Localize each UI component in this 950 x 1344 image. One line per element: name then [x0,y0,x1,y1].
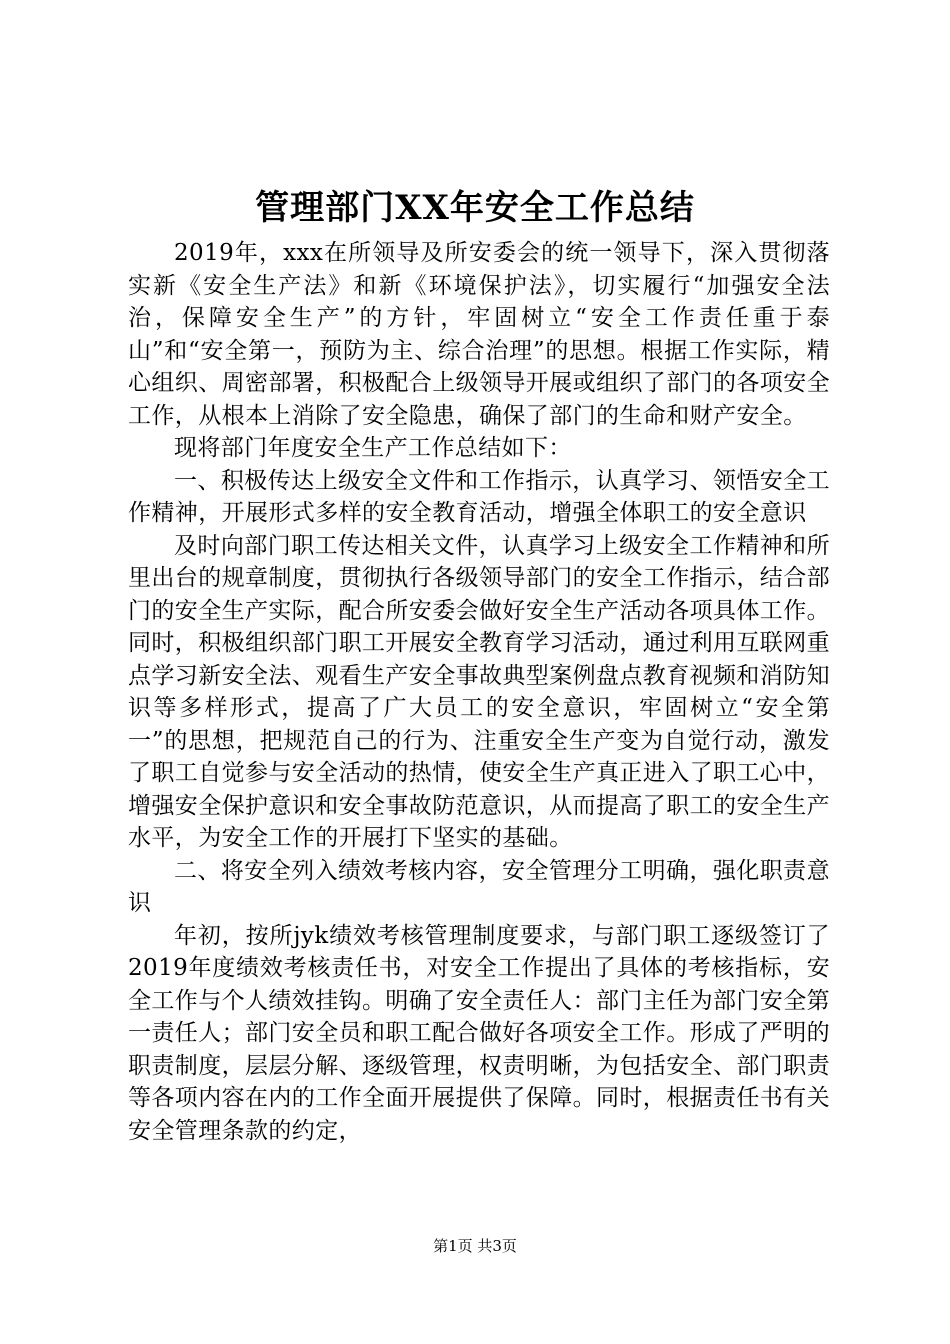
section-heading-2: 二、将安全列入绩效考核内容，安全管理分工明确，强化职责意识 [128,857,830,916]
paragraph-section-2: 年初，按所jyk绩效考核管理制度要求，与部门职工逐级签订了2019年度绩效考核责任书，对安全工作提出了具体的考核指标，安全工作与个人绩效挂钩。明确了安全责任人：部门主任为部门安全第一责任人；部门安全员和职工配合做好各项安全工作。形成了严明的职责制度，层层分解、逐级管理，权责明晰，为包括安全、部门职责等各项内容在内的工作全面开展提供了保障。同时，根据责任书有关安全管理条款的约定， [128,922,830,1144]
paragraph-summary-lead: 现将部门年度安全生产工作总结如下： [174,435,572,461]
paragraph-intro: 2019年，xxx在所领导及所安委会的统一领导下，深入贯彻落实新《安全生产法》和新《环境保护法》，切实履行“加强安全法治，保障安全生产”的方针，牢固树立“安全工作责任重于泰山”和“安全第一，预防为主、综合治理”的思想。根据工作实际，精心组织、周密部署，积极配合上级领导开展或组织了部门的各项安全工作，从根本上消除了安全隐患，确保了部门的生命和财产安全。 [128,240,830,429]
document-title: 管理部门XX年安全工作总结 [255,188,695,228]
section-heading-1: 一、积极传达上级安全文件和工作指示，认真学习、领悟安全工作精神，开展形式多样的安全教育活动，增强全体职工的安全意识 [128,467,830,526]
document-body [128,237,830,1147]
paragraph-section-1: 及时向部门职工传达相关文件，认真学习上级安全工作精神和所里出台的规章制度，贯彻执行各级领导部门的安全工作指示，结合部门的安全生产实际，配合所安委会做好安全生产活动各项具体工作。同时，积极组织部门职工开展安全教育学习活动，通过利用互联网重点学习新安全法、观看生产安全事故典型案例盘点教育视频和消防知识等多样形式，提高了广大员工的安全意识，牢固树立“安全第一”的思想，把规范自己的行为、注重安全生产变为自觉行动，激发了职工自觉参与安全活动的热情，使安全生产真正进入了职工心中，增强安全保护意识和安全事故防范意识，从而提高了职工的安全生产水平，为安全工作的开展打下坚实的基础。 [128,532,830,851]
page-footer: 第1页 共3页 [433,1237,517,1255]
